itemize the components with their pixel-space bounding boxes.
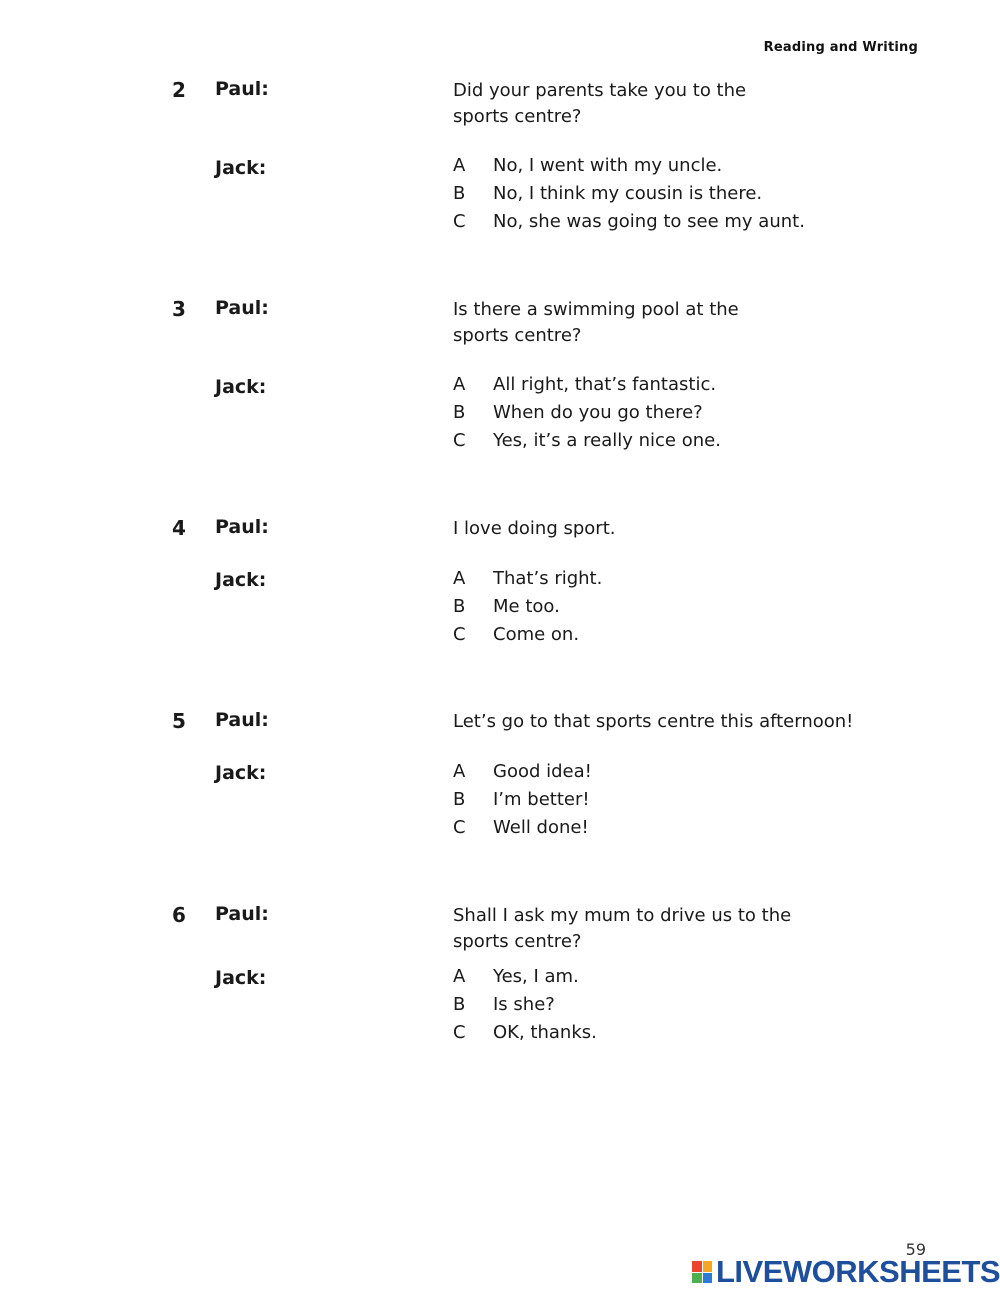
option-letter: C: [453, 817, 466, 838]
question-number: 2: [172, 78, 186, 102]
speaker-jack: Jack:: [215, 569, 267, 591]
option-b[interactable]: [453, 991, 597, 1019]
logo-block: [703, 1273, 713, 1284]
option-c[interactable]: [453, 621, 602, 649]
option-text: All right, that’s fantastic.: [493, 374, 717, 395]
option-letter: A: [453, 568, 466, 589]
speaker-paul: Paul:: [215, 516, 269, 538]
option-letter: B: [453, 789, 466, 810]
option-a[interactable]: [453, 371, 721, 399]
answer-options: [453, 565, 602, 649]
option-text: Well done!: [493, 817, 589, 838]
question-number: 4: [172, 516, 186, 540]
option-letter: B: [453, 994, 466, 1015]
option-c[interactable]: [453, 208, 805, 236]
option-a[interactable]: [453, 758, 592, 786]
logo-block: [692, 1261, 702, 1272]
speaker-jack: Jack:: [215, 967, 267, 989]
option-a[interactable]: [453, 963, 597, 991]
answer-options: [453, 371, 721, 455]
prompt: [453, 516, 873, 542]
liveworksheets-logo[interactable]: [692, 1254, 1000, 1290]
option-text: Yes, I am.: [493, 966, 579, 987]
prompt-line: sports centre?: [453, 325, 582, 346]
prompt: [453, 903, 873, 955]
option-letter: C: [453, 624, 466, 645]
option-letter: B: [453, 183, 466, 204]
option-letter: A: [453, 155, 466, 176]
prompt-line: sports centre?: [453, 106, 582, 127]
logo-text: LIVEWORKSHEETS: [716, 1254, 1000, 1289]
option-letter: B: [453, 402, 466, 423]
logo-block: [692, 1273, 702, 1284]
speaker-jack: Jack:: [215, 157, 267, 179]
answer-options: [453, 963, 597, 1047]
option-text: No, I went with my uncle.: [493, 155, 723, 176]
option-b[interactable]: [453, 180, 805, 208]
prompt: [453, 78, 873, 130]
option-text: That’s right.: [493, 568, 603, 589]
option-text: Me too.: [493, 596, 560, 617]
speaker-paul: Paul:: [215, 903, 269, 925]
option-text: No, she was going to see my aunt.: [493, 211, 805, 232]
answer-options: [453, 152, 805, 236]
option-b[interactable]: [453, 593, 602, 621]
option-letter: C: [453, 1022, 466, 1043]
option-c[interactable]: [453, 427, 721, 455]
logo-block: [703, 1261, 713, 1272]
option-letter: A: [453, 966, 466, 987]
prompt-line: Is there a swimming pool at the: [453, 299, 739, 320]
option-a[interactable]: [453, 152, 805, 180]
question-number: 3: [172, 297, 186, 321]
option-letter: A: [453, 761, 466, 782]
prompt-line: I love doing sport.: [453, 518, 616, 539]
option-b[interactable]: [453, 399, 721, 427]
answer-options: [453, 758, 592, 842]
page-number: 59: [905, 1240, 926, 1259]
option-text: OK, thanks.: [493, 1022, 597, 1043]
prompt-line: Did your parents take you to the: [453, 80, 747, 101]
option-text: Good idea!: [493, 761, 592, 782]
option-text: Yes, it’s a really nice one.: [493, 430, 721, 451]
speaker-jack: Jack:: [215, 376, 267, 398]
speaker-paul: Paul:: [215, 78, 269, 100]
option-text: I’m better!: [493, 789, 590, 810]
option-text: Come on.: [493, 624, 580, 645]
speaker-paul: Paul:: [215, 709, 269, 731]
option-a[interactable]: [453, 565, 602, 593]
option-c[interactable]: [453, 814, 592, 842]
prompt-line: Let’s go to that sports centre this afternoon!: [453, 711, 854, 732]
option-letter: B: [453, 596, 466, 617]
speaker-paul: Paul:: [215, 297, 269, 319]
option-text: Is she?: [493, 994, 555, 1015]
prompt: [453, 297, 873, 349]
logo-blocks-icon: [692, 1261, 712, 1283]
speaker-jack: Jack:: [215, 762, 267, 784]
option-letter: C: [453, 430, 466, 451]
prompt-line: sports centre?: [453, 931, 582, 952]
question-number: 6: [172, 903, 186, 927]
option-text: No, I think my cousin is there.: [493, 183, 763, 204]
option-c[interactable]: [453, 1019, 597, 1047]
prompt: [453, 709, 873, 735]
option-letter: C: [453, 211, 466, 232]
option-b[interactable]: [453, 786, 592, 814]
option-letter: A: [453, 374, 466, 395]
page-header: Reading and Writing: [763, 40, 918, 55]
question-number: 5: [172, 709, 186, 733]
prompt-line: Shall I ask my mum to drive us to the: [453, 905, 792, 926]
option-text: When do you go there?: [493, 402, 703, 423]
